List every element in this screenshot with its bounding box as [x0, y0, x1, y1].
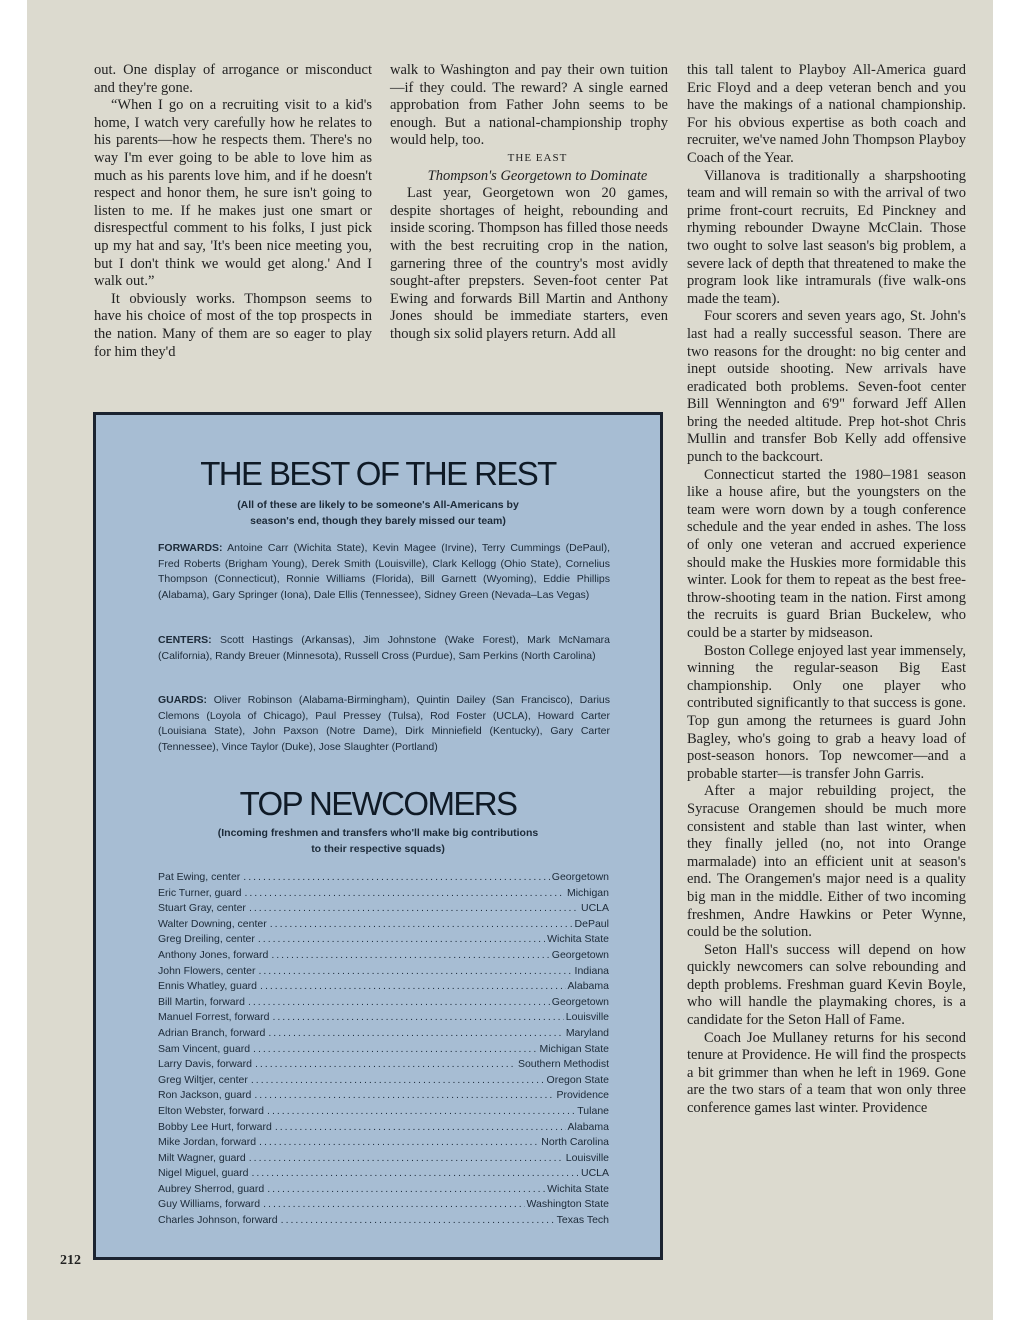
newcomer-school: Alabama — [567, 980, 609, 993]
newcomer-row — [158, 948, 609, 964]
guards-text: Oliver Robinson (Alabama-Birmingham), Quintin Dailey (San Francisco), Darius Clemons (Loyola of Chicago), Paul Pressey (Tulsa), Rod Foster (UCLA), Howard Carter (Louisiana State), John Paxson (Notre Dame), Dirk Minniefield (Kentucky), Gary Carter (Tennessee), Vince Taylor (Duke), Jose Slaughter (Portland) — [158, 694, 610, 753]
newcomer-row — [158, 1197, 609, 1213]
newcomer-school: Southern Methodist — [517, 1058, 609, 1071]
paragraph: Four scorers and seven years ago, St. John's last had a really successful season. There are two reasons for the drought: no big center and inept outside shooting. New arrivals have eradicated both problems. Seven-foot center Bill Wennington and 6'9" forward Jeff Allen bring the needed altitude. Prep hot-shot Chris Mullin and transfer Bob Kelly add offensive punch to the backcourt. — [687, 308, 966, 466]
leader-dots — [268, 1026, 563, 1042]
newcomer-school: Maryland — [565, 1026, 609, 1039]
newcomer-name: Pat Ewing, center — [158, 871, 241, 883]
newcomer-name: Charles Johnson, forward — [158, 1214, 278, 1227]
leader-dots — [258, 932, 545, 948]
page-number: 212 — [60, 1253, 81, 1268]
newcomer-row — [158, 870, 609, 886]
text-column-3 — [687, 62, 966, 1118]
newcomer-school: North Carolina — [541, 1136, 609, 1149]
newcomer-row — [158, 1182, 609, 1198]
leader-dots — [267, 1182, 545, 1198]
newcomer-school: Louisville — [565, 1151, 609, 1164]
newcomers-list — [158, 870, 609, 1229]
newcomer-name: Ron Jackson, guard — [158, 1089, 252, 1102]
leader-dots — [255, 1057, 516, 1073]
paragraph: out. One display of arrogance or misconduct and they're gone. — [94, 62, 372, 96]
newcomer-row — [158, 964, 609, 980]
centers-text: Scott Hastings (Arkansas), Jim Johnstone (Wake Forest), Mark McNamara (California), Randy Breuer (Minnesota), Russell Cross (Purdue), Sam Perkins (North Carolina) — [158, 634, 611, 662]
leader-dots — [263, 1197, 524, 1213]
section-title: Thompson's Georgetown to Dominate — [427, 167, 648, 184]
newcomer-name: Manuel Forrest, forward — [158, 1011, 270, 1024]
newcomer-name: Eric Turner, guard — [158, 886, 242, 899]
newcomer-row — [158, 1010, 609, 1026]
paragraph: Villanova is traditionally a sharpshooting team and will remain so with the arrival of two prime front-court recruits, Ed Pinckney and rhyming rebounder Dwayne McClain. Those two ought to solve last season's big problem, a severe lack of depth that threatened to make the program look like intramurals (five walk-ons made the team). — [687, 167, 966, 307]
leader-dots — [267, 1104, 575, 1120]
newcomer-name: Bobby Lee Hurt, forward — [158, 1120, 272, 1133]
newcomer-name: John Flowers, center — [158, 964, 256, 977]
newcomer-row — [158, 1026, 609, 1042]
newcomer-row — [158, 1120, 609, 1136]
leader-dots — [275, 1120, 566, 1136]
leader-dots — [254, 1088, 554, 1104]
newcomer-name: Nigel Miguel, guard — [158, 1167, 249, 1180]
newcomer-row — [158, 1057, 609, 1073]
newcomer-school: Georgetown — [551, 995, 609, 1008]
sidebar-box — [93, 412, 663, 1260]
section-label: THE EAST — [507, 151, 568, 164]
leader-dots — [249, 1151, 564, 1167]
newcomer-school: Providence — [556, 1089, 609, 1102]
guards-label: GUARDS: — [158, 694, 207, 706]
newcomer-school: Wichita State — [547, 933, 609, 946]
leader-dots — [251, 1073, 545, 1089]
newcomer-name: Bill Martin, forward — [158, 995, 245, 1008]
sidebar-subtitle: (All of these are likely to be someone's All-Americans by season's end, though they barely missed our team) — [237, 499, 519, 527]
newcomer-row — [158, 1151, 609, 1167]
newcomer-school: DePaul — [574, 917, 609, 930]
newcomer-school: UCLA — [580, 902, 609, 915]
paragraph: Connecticut started the 1980–1981 season like a house afire, but the youngsters on the team were worn down by a tough conference schedule and the year ended in ashes. The loss of only one veteran and accrued experience should make the Huskies more formidable this winter. Look for them to repeat as the best free-throw-shooting team in the nation. First among the recruits is guard Brian Buckelew, who could be a starter by midseason. — [687, 466, 966, 641]
sidebar-heading-best-of-rest: THE BEST OF THE REST — [200, 455, 556, 492]
paragraph: Boston College enjoyed last year immensely, winning the regular-season Big East championship. Only one player who contributed significantly to that success is gone. Top gun among the returnees is guard John Bagley, who's going to grab a heavy load of post-season honors. Top newcomer—and a probable starter—is transfer John Garris. — [687, 642, 966, 782]
leader-dots — [281, 1213, 555, 1229]
newcomer-name: Anthony Jones, forward — [158, 948, 269, 961]
newcomer-row — [158, 1104, 609, 1120]
newcomer-row — [158, 1088, 609, 1104]
newcomer-name: Elton Webster, forward — [158, 1104, 265, 1117]
paragraph: Last year, Georgetown won 20 games, despite shortages of height, rebounding and inside scoring. Thompson has filled those needs with the best recruiting crop in the nation, garnering three of the country's most avidly sought-after prepsters. Seven-foot center Pat Ewing and forwards Bill Martin and Anthony Jones should be immediate starters, even though six solid players return. Add all — [390, 185, 669, 342]
newcomer-name: Ennis Whatley, guard — [158, 980, 258, 993]
sidebar-heading-top-newcomers: TOP NEWCOMERS — [239, 785, 517, 822]
forwards-text: Antoine Carr (Wichita State), Kevin Magee (Irvine), Terry Cummings (DePaul), Fred Roberts (Brigham Young), Derek Smith (Louisville), Clark Kellogg (Ohio State), Cornelius Thompson (Connecticut), Ronnie Williams (Florida), Bill Garnett (Wyoming), Eddie Phillips (Alabama), Gary Springer (Iona), Dale Ellis (Tennessee), Sidney Green (Nevada–Las Vegas) — [158, 542, 610, 601]
leader-dots — [248, 995, 550, 1011]
leader-dots — [258, 964, 572, 980]
newcomer-row — [158, 979, 609, 995]
newcomer-school: UCLA — [580, 1167, 609, 1180]
newcomer-name: Larry Davis, forward — [158, 1058, 252, 1071]
newcomer-school: Texas Tech — [556, 1214, 609, 1227]
newcomer-name: Stuart Gray, center — [158, 902, 246, 915]
newcomer-row — [158, 932, 609, 948]
newcomer-row — [158, 1042, 609, 1058]
centers-list — [158, 633, 610, 664]
leader-dots — [249, 901, 579, 917]
newcomer-school: Oregon State — [546, 1073, 609, 1086]
leader-dots — [271, 948, 549, 964]
leader-dots — [259, 1135, 539, 1151]
leader-dots — [244, 886, 565, 902]
paragraph: “When I go on a recruiting visit to a kid's home, I watch very carefully how he relates to his parents—how he respects them. There's no way I'm ever going to be able to love him as much as his parents love him, and if he doesn't respect and honor them, he sure isn't going to listen to me. If he makes just one smart or disrespectful comment to his folks, I just pick up my hat and say, 'It's been nice meeting you, but I don't think we would get along.' And I walk out.” — [94, 97, 372, 290]
forwards-label: FORWARDS: — [158, 542, 223, 554]
newcomer-school: Louisville — [565, 1011, 609, 1024]
leader-dots — [253, 1042, 538, 1058]
newcomer-school: Georgetown — [551, 871, 609, 883]
leader-dots — [260, 979, 566, 995]
newcomer-name: Mike Jordan, forward — [158, 1136, 257, 1149]
newcomer-name: Walter Downing, center — [158, 917, 267, 930]
newcomer-school: Tulane — [577, 1104, 609, 1117]
newcomer-name: Adrian Branch, forward — [158, 1026, 266, 1039]
text-column-2 — [390, 62, 668, 344]
guards-list — [158, 693, 610, 755]
newcomer-name: Greg Wiltjer, center — [158, 1073, 248, 1086]
leader-dots — [270, 917, 573, 933]
newcomer-name: Greg Dreiling, center — [158, 933, 255, 946]
paragraph: Seton Hall's success will depend on how quickly newcomers can solve rebounding and depth problems. Freshman guard Kevin Boyle, who will handle the playmaking chores, is a candidate for the Seton Hall of Fame. — [687, 941, 966, 1029]
newcomer-row — [158, 886, 609, 902]
sidebar-subtitle: (Incoming freshmen and transfers who'll make big contributions to their respective squads) — [217, 827, 539, 855]
paragraph: Coach Joe Mullaney returns for his second tenure at Providence. He will find the prospects a bit grimmer than when he left in 1969. Gone are the two stars of a team that won only three conference games last winter. Providence — [687, 1029, 966, 1117]
paragraph: It obviously works. Thompson seems to have his choice of most of the top prospects in the nation. Many of them are so eager to play for him they'd — [94, 290, 372, 360]
paragraph: this tall talent to Playboy All-America guard Eric Floyd and a deep veteran bench and you have the makings of a national championship. For his obvious expertise as both coach and recruiter, we've named John Thompson Playboy Coach of the Year. — [687, 62, 966, 166]
text-column-1 — [94, 62, 372, 361]
newcomer-school: Georgetown — [551, 948, 609, 961]
paragraph: After a major rebuilding project, the Syracuse Orangemen should be much more consistent and stable than last winter, when they finally jelled (no, not into Orange marmalade) into an efficient unit at season's end. The Orangemen's major need is a quality big man in the middle. Either of two incoming freshmen, Andre Hawkins or Peter Wynne, could be the solution. — [687, 783, 966, 941]
newcomer-school: Alabama — [567, 1120, 609, 1133]
newcomer-row — [158, 901, 609, 917]
newcomer-row — [158, 995, 609, 1011]
newcomer-row — [158, 1166, 609, 1182]
newcomer-name: Sam Vincent, guard — [158, 1042, 251, 1055]
newcomer-name: Guy Williams, forward — [158, 1198, 261, 1211]
newcomer-row — [158, 1073, 609, 1089]
newcomer-row — [158, 1213, 609, 1229]
newcomer-row — [158, 1135, 609, 1151]
leader-dots — [251, 1166, 579, 1182]
newcomer-school: Washington State — [526, 1198, 609, 1211]
leader-dots — [272, 1010, 563, 1026]
paragraph: walk to Washington and pay their own tuition—if they could. The reward? A single earned approbation from Father John seems to be enough. But a national-championship trophy would help, too. — [390, 62, 668, 149]
newcomer-name: Aubrey Sherrod, guard — [158, 1182, 265, 1195]
newcomer-school: Michigan State — [539, 1042, 609, 1055]
leader-dots — [243, 870, 550, 886]
newcomer-school: Wichita State — [547, 1182, 609, 1195]
newcomer-school: Michigan — [566, 886, 609, 899]
centers-label: CENTERS: — [158, 634, 212, 646]
newcomer-row — [158, 917, 609, 933]
newcomer-name: Milt Wagner, guard — [158, 1151, 246, 1164]
newcomer-school: Indiana — [574, 964, 609, 977]
forwards-list — [158, 541, 610, 603]
